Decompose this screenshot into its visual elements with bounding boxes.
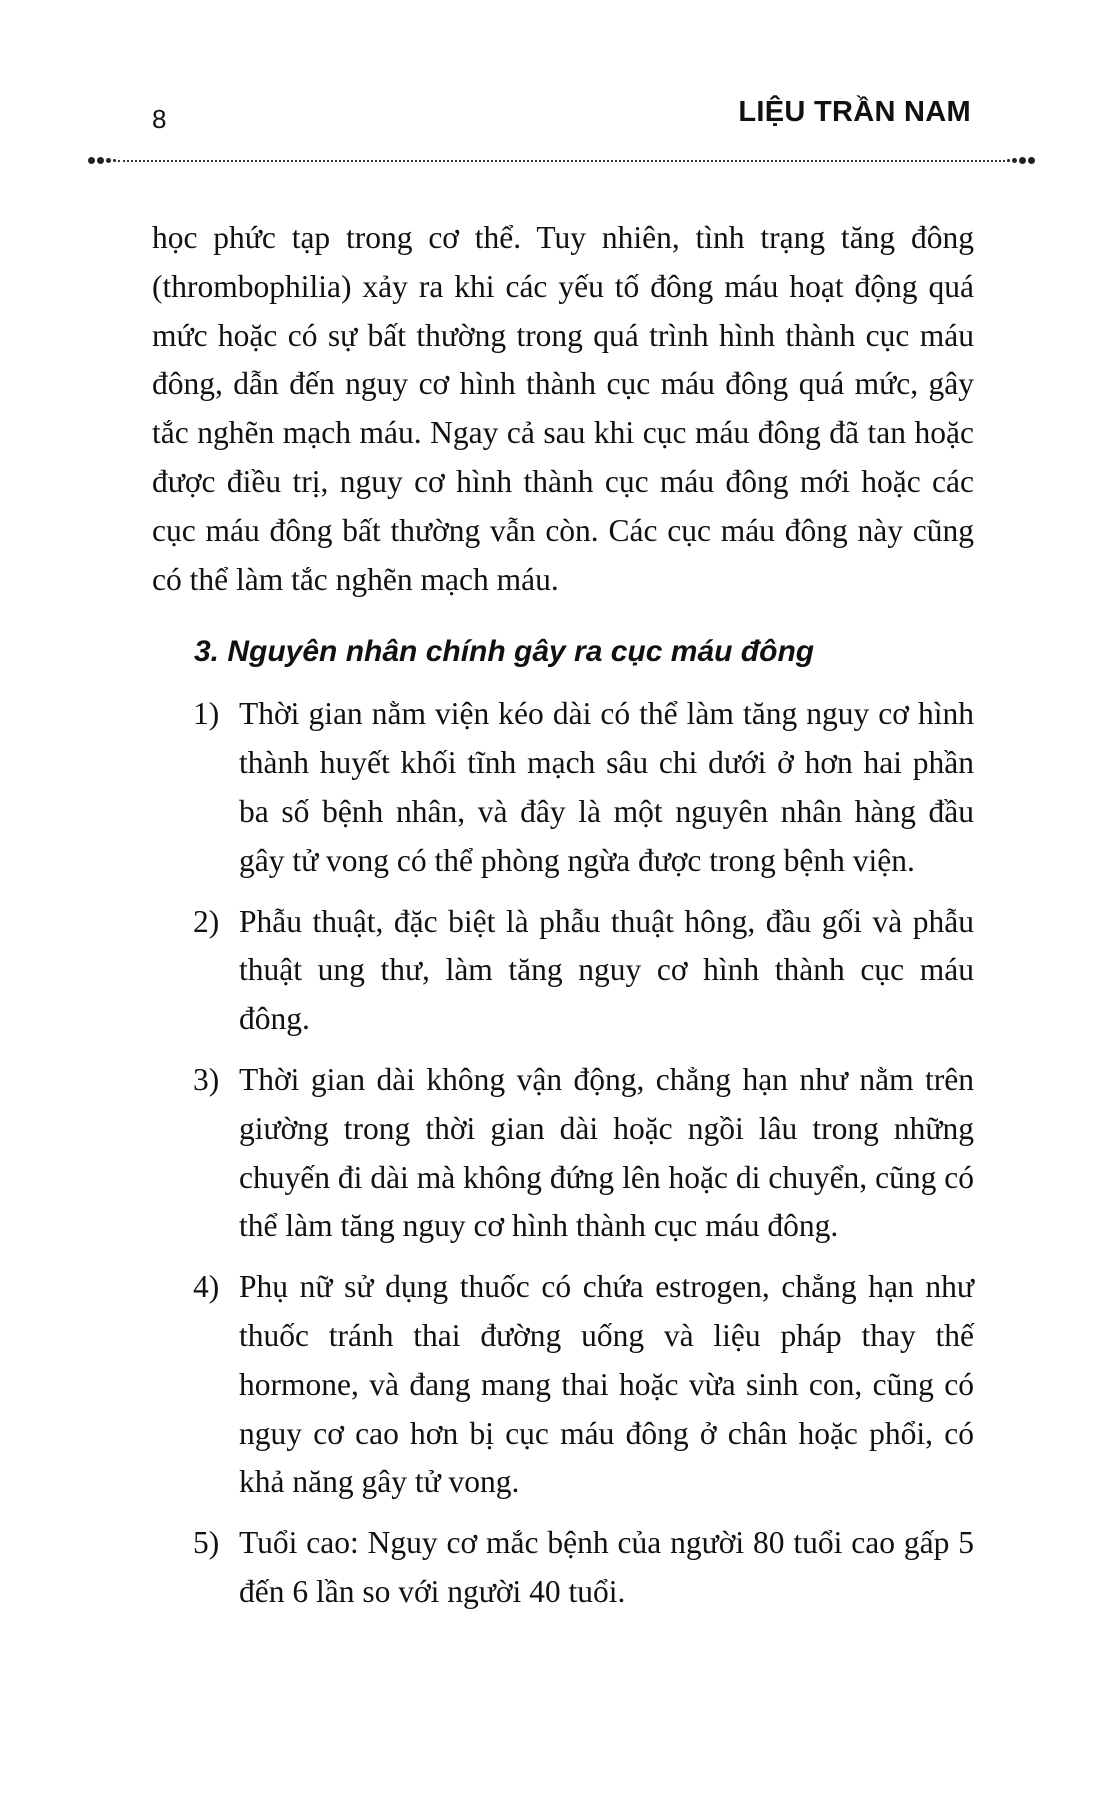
list-item-text: Thời gian dài không vận động, chẳng hạn như nằm trên giường trong thời gian dài hoặc ngồi lâu trong những chuyến đi dài mà không đứng lên hoặc di chuyển, cũng có thể làm tăng nguy cơ hình thành cục máu đông. [239,1061,974,1244]
page-header [152,96,971,136]
rule-ornament-right [1007,157,1035,164]
list-item-number: 5) [193,1525,220,1561]
list-item [152,1263,974,1507]
list-item-text: Tuổi cao: Nguy cơ mắc bệnh của người 80 tuổi cao gấp 5 đến 6 lần so với người 40 tuổi. [239,1525,974,1609]
running-title: LIỆU TRẦN NAM [738,96,971,128]
list-item-number: 3) [193,1061,220,1097]
causes-list [152,690,974,1616]
section-heading: 3. Nguyên nhân chính gây ra cục máu đông [194,635,815,669]
page-number: 8 [152,104,167,134]
list-item [152,1519,974,1617]
list-item-text: Phẫu thuật, đặc biệt là phẫu thuật hông, đầu gối và phẫu thuật ung thư, làm tăng nguy cơ hình thành cục máu đông. [239,903,974,1037]
list-item [152,1056,974,1251]
list-item-number: 2) [193,903,220,939]
list-item [152,690,974,885]
intro-paragraph: học phức tạp trong cơ thể. Tuy nhiên, tình trạng tăng đông (thrombophilia) xảy ra khi các yếu tố đông máu hoạt động quá mức hoặc có sự bất thường trong quá trình hình thành cục máu đông, dẫn đến nguy cơ hình thành cục máu đông quá mức, gây tắc nghẽn mạch máu. Ngay cả sau khi cục máu đông đã tan hoặc được điều trị, nguy cơ hình thành cục máu đông mới hoặc các cục máu đông bất thường vẫn còn. Các cục máu đông này cũng có thể làm tắc nghẽn mạch máu. [152,220,974,597]
rule-ornament-left [88,157,116,164]
page-content [152,214,974,1629]
list-item-text: Thời gian nằm viện kéo dài có thể làm tăng nguy cơ hình thành huyết khối tĩnh mạch sâu chi dưới ở hơn hai phần ba số bệnh nhân, và đây là một nguyên nhân hàng đầu gây tử vong có thể phòng ngừa được trong bệnh viện. [239,696,974,878]
list-item-text: Phụ nữ sử dụng thuốc có chứa estrogen, chẳng hạn như thuốc tránh thai đường uống và liệu pháp thay thế hormone, và đang mang thai hoặc vừa sinh con, cũng có nguy cơ cao hơn bị cục máu đông ở chân hoặc phổi, có khả năng gây tử vong. [239,1269,974,1500]
list-item [152,898,974,1044]
dotted-line [118,160,1005,162]
list-item-number: 1) [193,696,220,732]
header-rule [88,157,1035,165]
list-item-number: 4) [193,1269,220,1305]
